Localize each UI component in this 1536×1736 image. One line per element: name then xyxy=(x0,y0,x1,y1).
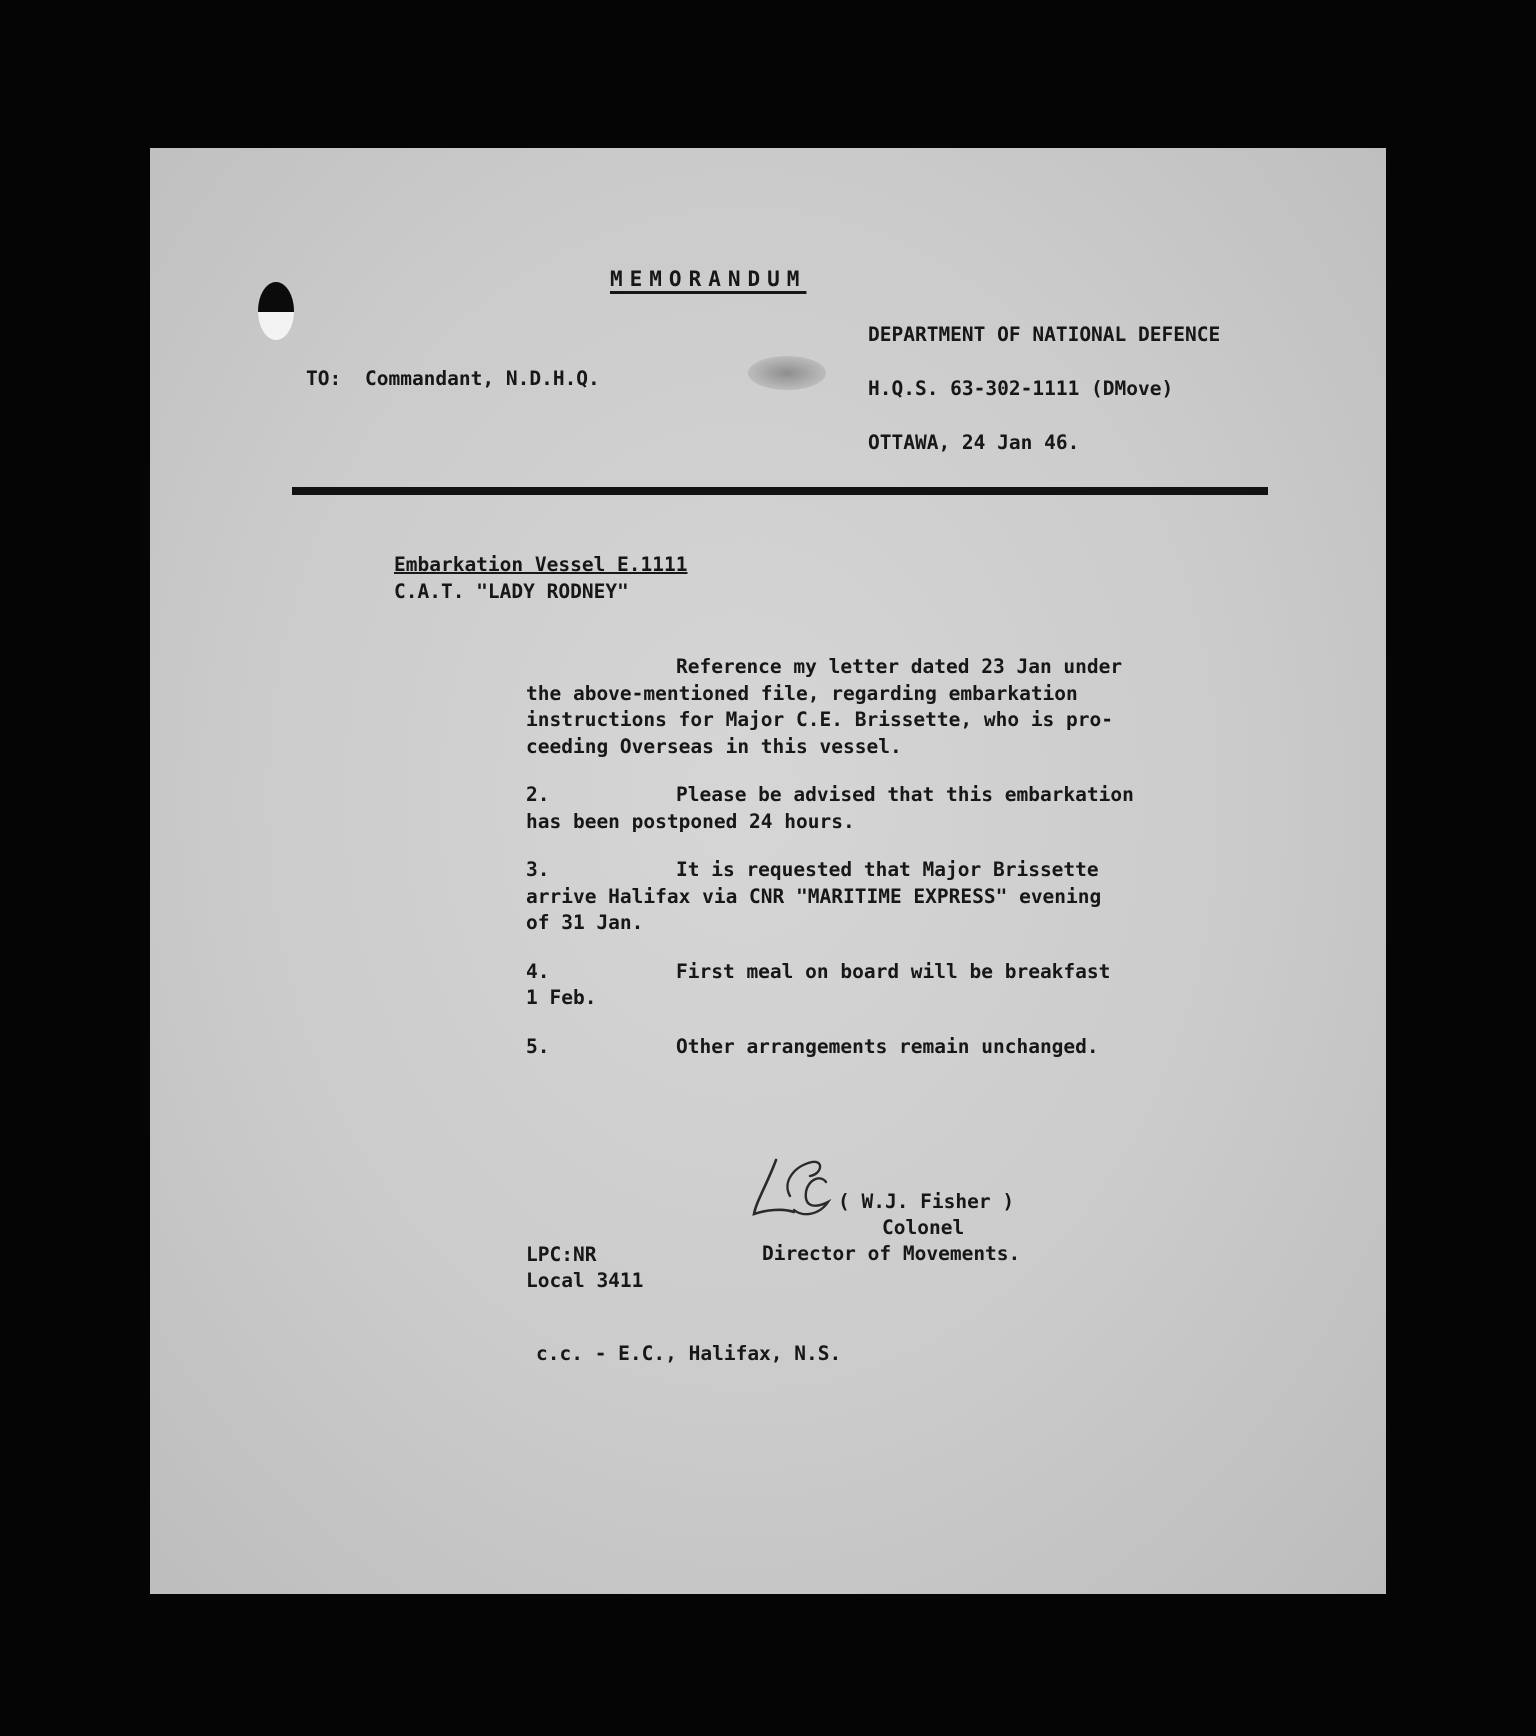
to-line xyxy=(306,366,600,393)
body-paragraph xyxy=(526,1034,1186,1061)
header-rule xyxy=(292,487,1268,495)
header-block xyxy=(868,308,1220,470)
paragraph-number: 3. xyxy=(526,858,550,881)
paragraph-number: 5. xyxy=(526,1034,550,1058)
body-paragraph xyxy=(526,782,1186,835)
to-label: TO: xyxy=(306,367,342,390)
paragraph-line: Reference my letter dated 23 Jan under xyxy=(676,655,1123,678)
body-paragraph xyxy=(526,959,1186,1012)
paragraph-line: of 31 Jan. xyxy=(526,911,644,934)
memo-body xyxy=(526,654,1186,1082)
memo-title: MEMORANDUM xyxy=(610,267,807,291)
body-paragraph xyxy=(526,654,1186,760)
file-reference: H.Q.S. 63-302-1111 (DMove) xyxy=(868,377,1174,400)
signature-block xyxy=(762,1189,1020,1267)
paragraph-line: has been postponed 24 hours. xyxy=(526,809,855,833)
paragraph-number: 2. xyxy=(526,783,550,806)
paragraph-line: arrive Halifax via CNR "MARITIME EXPRESS" evening xyxy=(526,884,1102,908)
ink-smudge xyxy=(748,356,826,390)
paragraph-line: Please be advised that this embarkation xyxy=(676,783,1134,806)
signatory-rank: Colonel xyxy=(882,1216,965,1239)
paragraph-number: 4. xyxy=(526,959,550,983)
subject-line-1: Embarkation Vessel E.1111 xyxy=(394,553,688,576)
signatory-name: ( W.J. Fisher ) xyxy=(838,1190,1015,1213)
department-name: DEPARTMENT OF NATIONAL DEFENCE xyxy=(868,323,1221,346)
paragraph-line: ceeding Overseas in this vessel. xyxy=(526,734,902,758)
paragraph-line: First meal on board will be breakfast xyxy=(676,959,1111,983)
subject-block xyxy=(394,552,688,605)
to-recipient: Commandant, N.D.H.Q. xyxy=(364,367,600,390)
carbon-copy-line: c.c. - E.C., Halifax, N.S. xyxy=(536,1342,842,1365)
memo-sheet xyxy=(150,148,1386,1594)
paragraph-line: 1 Feb. xyxy=(526,986,597,1009)
place-date: OTTAWA, 24 Jan 46. xyxy=(868,431,1080,454)
phone-local: Local 3411 xyxy=(526,1269,644,1292)
paragraph-line: Other arrangements remain unchanged. xyxy=(676,1034,1099,1058)
paragraph-line: the above-mentioned file, regarding embarkation xyxy=(526,681,1078,705)
body-paragraph xyxy=(526,857,1186,937)
paragraph-line: It is requested that Major Brissette xyxy=(676,858,1099,881)
signatory-title: Director of Movements. xyxy=(762,1242,1021,1265)
punch-hole xyxy=(258,282,294,340)
subject-line-2: C.A.T. "LADY RODNEY" xyxy=(394,579,629,603)
paragraph-line: instructions for Major C.E. Brissette, who is pro- xyxy=(526,708,1113,731)
reference-block xyxy=(526,1242,643,1294)
typist-initials: LPC:NR xyxy=(526,1243,597,1266)
